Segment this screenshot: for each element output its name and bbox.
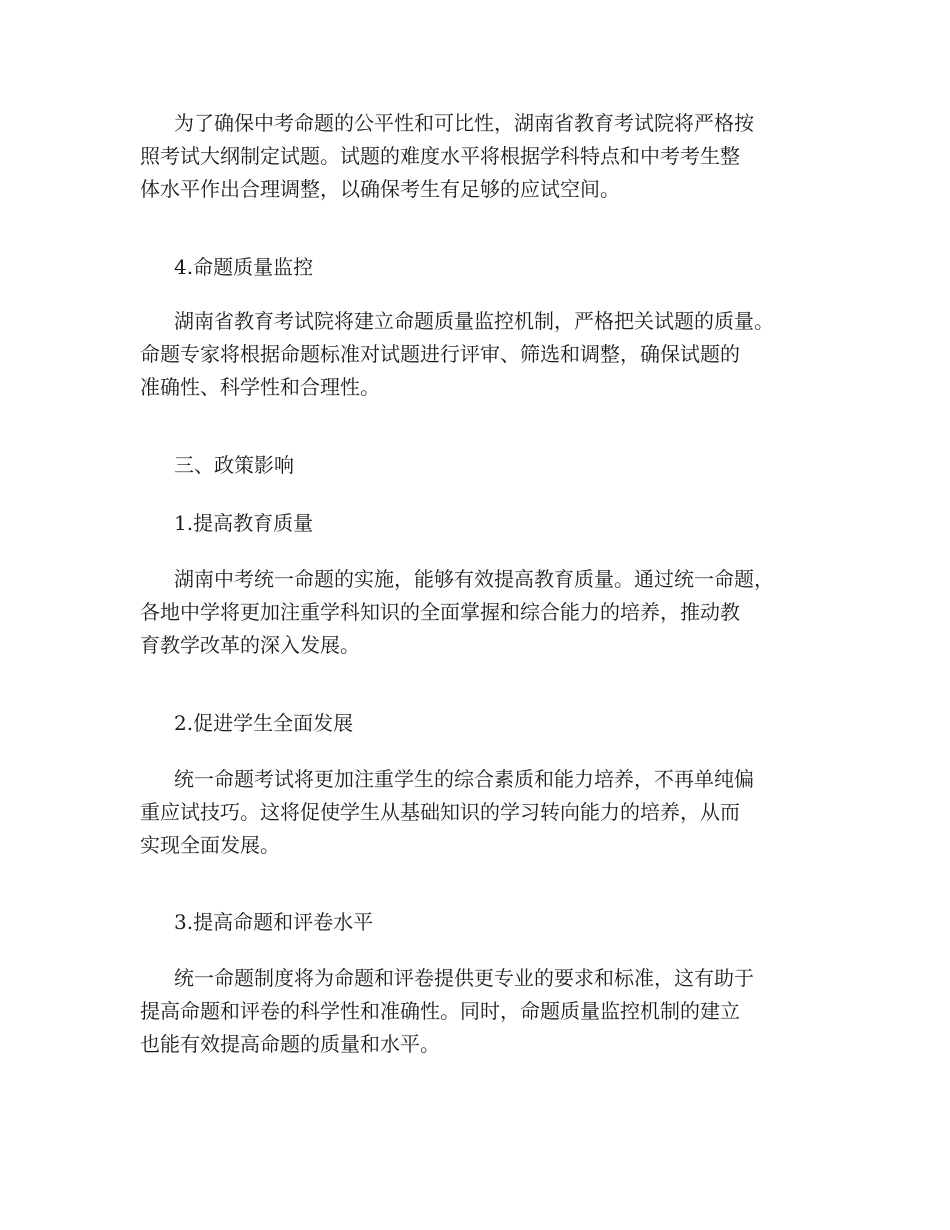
paragraph-line: 为了确保中考命题的公平性和可比性，湖南省教育考试院将严格按 (174, 111, 754, 135)
heading-student-development (140, 707, 840, 740)
section-heading: 三、政策影响 (174, 453, 294, 477)
paragraph-line: 统一命题制度将为命题和评卷提供更专业的要求和标准，这有助于 (174, 966, 754, 990)
paragraph-improve-education-quality (140, 563, 840, 662)
paragraph-line: 各地中学将更加注重学科知识的全面掌握和综合能力的培养，推动教 (140, 600, 740, 624)
paragraph-exam-fairness (140, 107, 840, 206)
paragraph-student-development (140, 763, 840, 862)
paragraph-line: 实现全面发展。 (140, 833, 280, 857)
heading-grading-level (140, 906, 840, 939)
paragraph-line: 也能有效提高命题的质量和水平。 (140, 1032, 440, 1056)
paragraph-line: 准确性、科学性和合理性。 (140, 375, 380, 399)
section-heading: 3.提高命题和评卷水平 (174, 910, 374, 934)
section-heading: 1.提高教育质量 (174, 511, 314, 535)
heading-policy-impact (140, 449, 840, 482)
paragraph-line: 统一命题考试将更加注重学生的综合素质和能力培养，不再单纯偏 (174, 767, 754, 791)
paragraph-quality-monitoring (140, 305, 840, 404)
paragraph-grading-level (140, 962, 840, 1061)
paragraph-line: 湖南省教育考试院将建立命题质量监控机制，严格把关试题的质量。 (174, 309, 774, 333)
heading-improve-education-quality (140, 507, 840, 540)
paragraph-line: 体水平作出合理调整，以确保考生有足够的应试空间。 (140, 177, 620, 201)
heading-quality-monitoring (140, 251, 840, 284)
paragraph-line: 湖南中考统一命题的实施，能够有效提高教育质量。通过统一命题， (174, 567, 774, 591)
section-heading: 2.促进学生全面发展 (174, 711, 354, 735)
paragraph-line: 重应试技巧。这将促使学生从基础知识的学习转向能力的培养，从而 (140, 800, 740, 824)
paragraph-line: 提高命题和评卷的科学性和准确性。同时，命题质量监控机制的建立 (140, 999, 740, 1023)
section-heading: 4.命题质量监控 (174, 255, 314, 279)
paragraph-line: 命题专家将根据命题标准对试题进行评审、筛选和调整，确保试题的 (140, 342, 740, 366)
paragraph-line: 照考试大纲制定试题。试题的难度水平将根据学科特点和中考考生整 (140, 144, 740, 168)
paragraph-line: 育教学改革的深入发展。 (140, 633, 360, 657)
